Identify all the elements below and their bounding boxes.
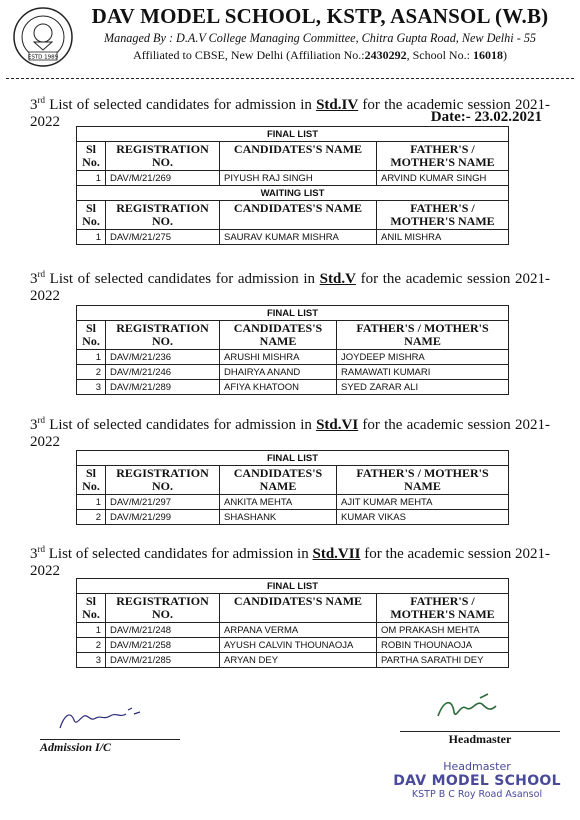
table-cell: DAV/M/21/248	[106, 623, 220, 638]
table-cell: 2	[77, 510, 106, 525]
final-list-caption: FINAL LIST	[77, 579, 509, 594]
text-fragment: for the academic session 2021-2022	[30, 546, 550, 579]
std-label: Std.VI	[316, 417, 359, 433]
std-label: Std.VII	[312, 546, 361, 562]
logo-estd-text: ESTD 1989	[27, 54, 59, 61]
column-header: FATHER'S / MOTHER'S NAME	[337, 321, 509, 350]
std-label: Std.V	[319, 271, 356, 287]
school-logo-icon	[12, 6, 74, 68]
table-row	[77, 466, 509, 495]
text-fragment: List of selected candidates for admission in	[45, 417, 317, 433]
affiliation-line	[80, 48, 560, 63]
table-cell: SHASHANK	[220, 510, 337, 525]
table-cell: DAV/M/21/246	[106, 365, 220, 380]
table-cell: DAV/M/21/236	[106, 350, 220, 365]
table-cell: 3	[77, 380, 106, 395]
text-fragment: rd	[37, 95, 45, 105]
table-cell: KUMAR VIKAS	[337, 510, 509, 525]
headmaster-label: Headmaster	[448, 732, 512, 746]
column-header: FATHER'S / MOTHER'S NAME	[377, 201, 509, 230]
table-row	[77, 321, 509, 350]
table-row	[77, 653, 509, 668]
letterhead	[0, 0, 580, 82]
table-row	[77, 380, 509, 395]
table-cell: ARYAN DEY	[220, 653, 377, 668]
headmaster-signature-block	[400, 690, 560, 747]
table-row	[77, 638, 509, 653]
col-header-reg: REGISTRATION NO.	[106, 142, 220, 171]
table-cell: DAV/M/21/269	[106, 171, 220, 186]
section-std-vi	[30, 412, 550, 451]
text-fragment: for the academic session 2021-2022	[30, 97, 550, 130]
table-cell: DAV/M/21/258	[106, 638, 220, 653]
section-intro	[30, 412, 550, 451]
table-std-iv	[76, 126, 509, 245]
section-intro	[30, 541, 550, 580]
text-fragment: for the academic session 2021-2022	[30, 271, 550, 304]
school-stamp	[392, 760, 562, 800]
col-header-sl: Sl No.	[77, 142, 106, 171]
table-std-vi	[76, 450, 509, 525]
table-cell: DHAIRYA ANAND	[220, 365, 337, 380]
waiting-list-caption: WAITING LIST	[77, 186, 509, 201]
final-list-caption: FINAL LIST	[77, 127, 509, 142]
affiliation-number: 2430292	[364, 48, 407, 62]
school-name: DAV MODEL SCHOOL, KSTP, ASANSOL (W.B)	[91, 4, 549, 28]
table-cell: DAV/M/21/297	[106, 495, 220, 510]
table-cell: JOYDEEP MISHRA	[337, 350, 509, 365]
table-row	[77, 350, 509, 365]
table-row	[77, 186, 509, 201]
table-cell: ARVIND KUMAR SINGH	[377, 171, 509, 186]
column-header: Sl No.	[77, 594, 106, 623]
column-header: CANDIDATES'S NAME	[220, 201, 377, 230]
admission-ic-label: Admission I/C	[40, 740, 112, 754]
school-number: 16018	[472, 48, 503, 62]
table-row	[77, 451, 509, 466]
table-cell: RAMAWATI KUMARI	[337, 365, 509, 380]
headmaster-signature-icon	[430, 690, 530, 726]
table-row	[77, 579, 509, 594]
table-cell: 1	[77, 495, 106, 510]
table-row	[77, 510, 509, 525]
table-cell: 2	[77, 638, 106, 653]
final-list-caption: FINAL LIST	[77, 451, 509, 466]
text-fragment: , School No.:	[406, 48, 473, 62]
text-fragment: List of selected candidates for admission in	[45, 271, 320, 287]
table-row	[77, 142, 509, 171]
section-intro	[30, 266, 550, 305]
text-fragment: rd	[37, 415, 45, 425]
text-fragment: for the academic session 2021-2022	[30, 417, 550, 450]
table-row	[77, 623, 509, 638]
table-cell: PIYUSH RAJ SINGH	[220, 171, 377, 186]
table-row	[77, 230, 509, 245]
column-header: CANDIDATES'S NAME	[220, 466, 337, 495]
table-cell: 1	[77, 623, 106, 638]
column-header: FATHER'S / MOTHER'S NAME	[377, 594, 509, 623]
header-divider	[6, 78, 574, 79]
table-cell: 1	[77, 230, 106, 245]
text-fragment: rd	[37, 544, 45, 554]
table-std-v	[76, 305, 509, 395]
table-cell: 1	[77, 350, 106, 365]
table-cell: ROBIN THOUNAOJA	[377, 638, 509, 653]
column-header: REGISTRATION NO.	[106, 321, 220, 350]
table-row	[77, 171, 509, 186]
table-row	[77, 201, 509, 230]
table-cell: AJIT KUMAR MEHTA	[337, 495, 509, 510]
table-row	[77, 594, 509, 623]
text-fragment: 3	[30, 97, 38, 113]
section-std-v	[30, 266, 550, 305]
table-cell: ANKITA MEHTA	[220, 495, 337, 510]
column-header: REGISTRATION NO.	[106, 594, 220, 623]
column-header: REGISTRATION NO.	[106, 466, 220, 495]
column-header: CANDIDATES'S NAME	[220, 321, 337, 350]
table-cell: 2	[77, 365, 106, 380]
column-header: FATHER'S / MOTHER'S NAME	[337, 466, 509, 495]
text-fragment: rd	[37, 269, 45, 279]
text-fragment: 3	[30, 546, 38, 562]
table-cell: SAURAV KUMAR MISHRA	[220, 230, 377, 245]
std-label: Std.IV	[316, 97, 359, 113]
text-fragment: 3	[30, 271, 38, 287]
column-header: REGISTRATION NO.	[106, 201, 220, 230]
table-row	[77, 127, 509, 142]
table-cell: SYED ZARAR ALI	[337, 380, 509, 395]
text-fragment: List of selected candidates for admission in	[45, 546, 313, 562]
table-cell: DAV/M/21/275	[106, 230, 220, 245]
col-header-name: CANDIDATES'S NAME	[220, 142, 377, 171]
table-cell: 3	[77, 653, 106, 668]
column-header: Sl No.	[77, 321, 106, 350]
table-row	[77, 306, 509, 321]
table-cell: AYUSH CALVIN THOUNAOJA	[220, 638, 377, 653]
table-cell: DAV/M/21/285	[106, 653, 220, 668]
table-cell: AFIYA KHATOON	[220, 380, 337, 395]
table-cell: PARTHA SARATHI DEY	[377, 653, 509, 668]
stamp-line-3: KSTP B C Roy Road Asansol	[411, 789, 543, 800]
table-cell: DAV/M/21/289	[106, 380, 220, 395]
text-fragment: )	[502, 48, 507, 62]
handwritten-signature-icon	[40, 700, 160, 734]
table-cell: ARPANA VERMA	[220, 623, 377, 638]
col-header-parent: FATHER'S / MOTHER'S NAME	[377, 142, 509, 171]
stamp-line-1: Headmaster	[443, 760, 511, 773]
final-list-caption: FINAL LIST	[77, 306, 509, 321]
table-cell: 1	[77, 171, 106, 186]
table-row	[77, 365, 509, 380]
notice-date: Date:- 23.02.2021	[430, 109, 542, 125]
stamp-line-2: DAV MODEL SCHOOL	[393, 773, 561, 789]
table-std-vii	[76, 578, 509, 668]
table-cell: OM PRAKASH MEHTA	[377, 623, 509, 638]
table-row	[77, 495, 509, 510]
text-fragment: List of selected candidates for admission in	[45, 97, 317, 113]
table-cell: ARUSHI MISHRA	[220, 350, 337, 365]
section-std-vii	[30, 541, 550, 580]
text-fragment: Affiliated to CBSE, New Delhi (Affiliation No.:	[133, 48, 365, 62]
text-fragment: 3	[30, 417, 38, 433]
column-header: Sl No.	[77, 201, 106, 230]
table-cell: DAV/M/21/299	[106, 510, 220, 525]
column-header: Sl No.	[77, 466, 106, 495]
table-cell: ANIL MISHRA	[377, 230, 509, 245]
managed-by-line: Managed By : D.A.V College Managing Committee, Chitra Gupta Road, New Delhi - 55	[103, 31, 537, 45]
column-header: CANDIDATES'S NAME	[220, 594, 377, 623]
admission-ic-signature-block	[40, 700, 180, 755]
